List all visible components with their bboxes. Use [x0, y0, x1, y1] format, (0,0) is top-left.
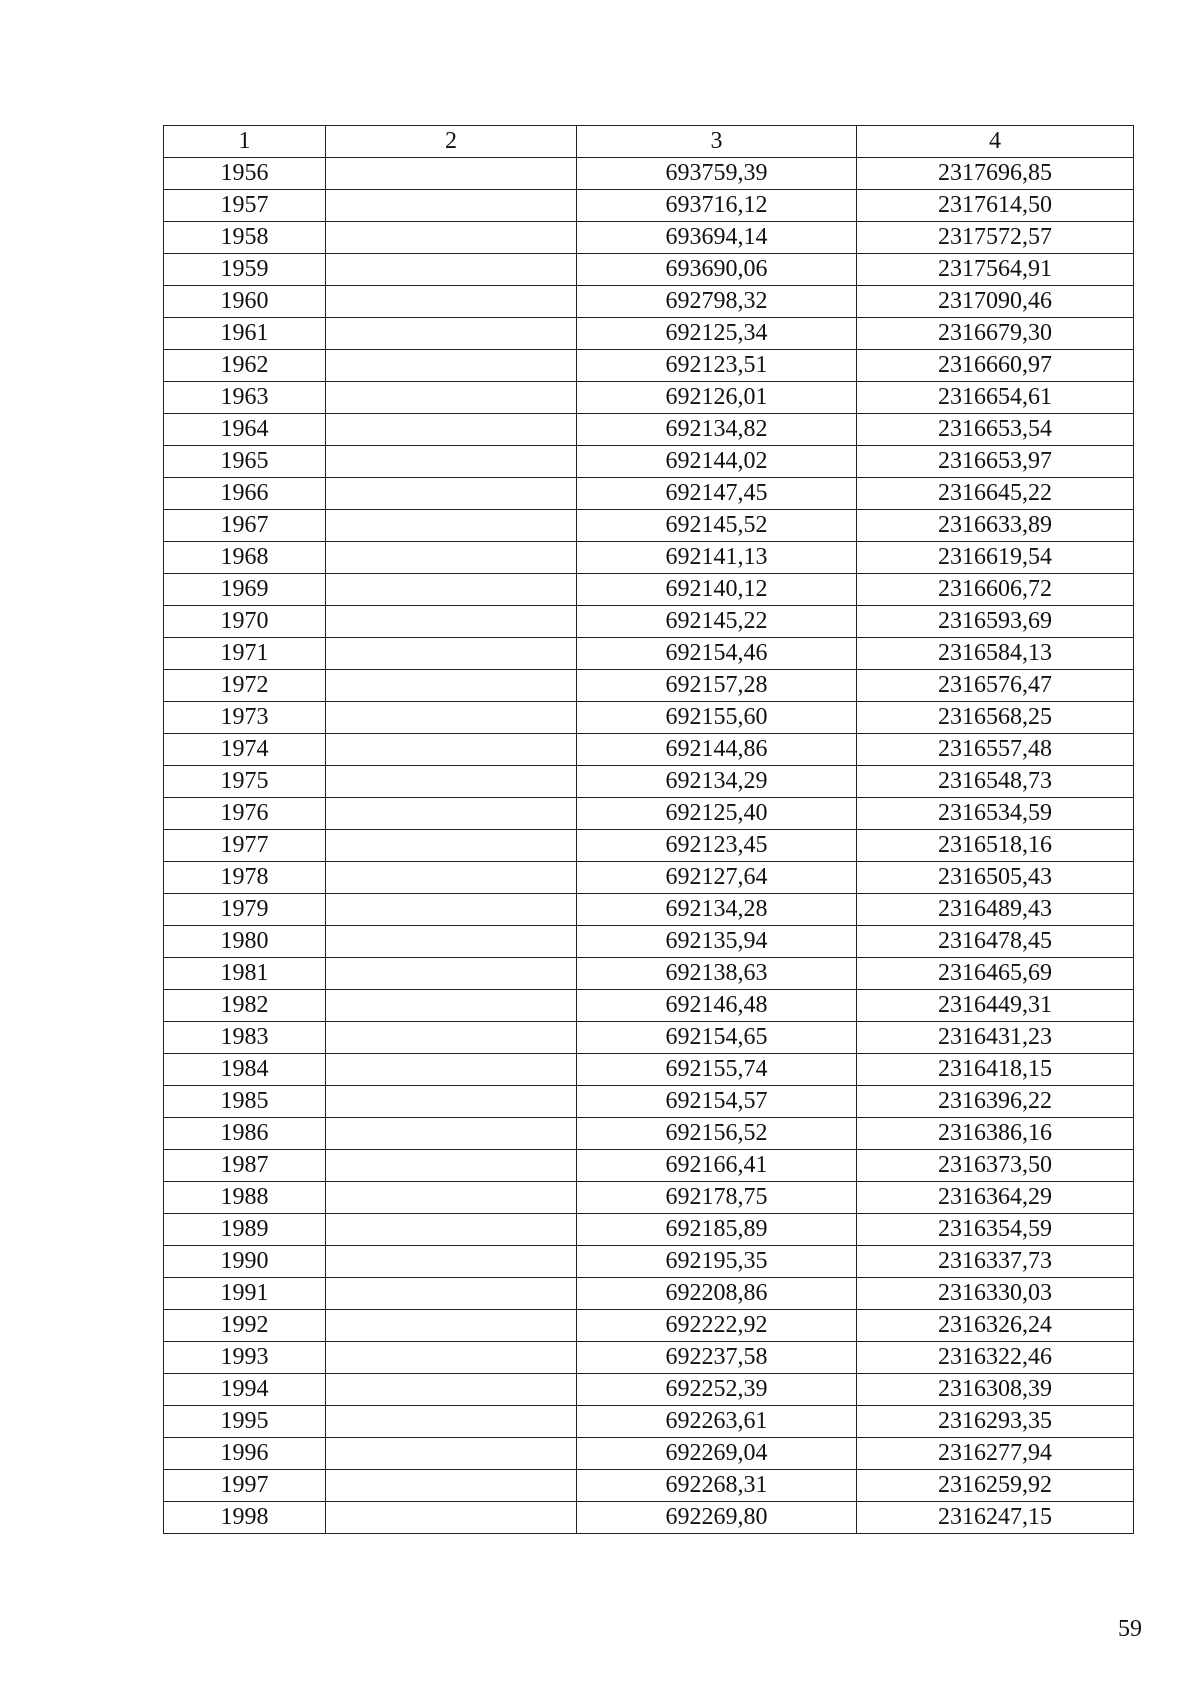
cell-number: 1986	[164, 1118, 326, 1150]
cell-y-coordinate: 2316660,97	[857, 350, 1134, 382]
cell-y-coordinate: 2316259,92	[857, 1470, 1134, 1502]
table-row	[164, 446, 1134, 478]
cell-y-coordinate: 2316653,97	[857, 446, 1134, 478]
cell-number: 1990	[164, 1246, 326, 1278]
cell-y-coordinate: 2316576,47	[857, 670, 1134, 702]
table-row	[164, 510, 1134, 542]
cell-x-coordinate: 692138,63	[577, 958, 857, 990]
table-row	[164, 862, 1134, 894]
cell-y-coordinate: 2316489,43	[857, 894, 1134, 926]
cell-description	[326, 1278, 577, 1310]
cell-y-coordinate: 2316364,29	[857, 1182, 1134, 1214]
cell-x-coordinate: 692144,86	[577, 734, 857, 766]
coordinates-table	[163, 125, 1134, 1534]
cell-description	[326, 574, 577, 606]
table-row	[164, 1246, 1134, 1278]
header-row	[164, 126, 1134, 158]
cell-number: 1962	[164, 350, 326, 382]
cell-description	[326, 894, 577, 926]
cell-number: 1961	[164, 318, 326, 350]
column-header-3: 3	[577, 126, 857, 158]
cell-y-coordinate: 2317696,85	[857, 158, 1134, 190]
table-body	[164, 158, 1134, 1534]
cell-number: 1970	[164, 606, 326, 638]
cell-description	[326, 958, 577, 990]
cell-description	[326, 606, 577, 638]
table-row	[164, 606, 1134, 638]
cell-y-coordinate: 2316337,73	[857, 1246, 1134, 1278]
cell-number: 1969	[164, 574, 326, 606]
table-row	[164, 542, 1134, 574]
cell-number: 1975	[164, 766, 326, 798]
cell-x-coordinate: 692145,52	[577, 510, 857, 542]
cell-x-coordinate: 692125,34	[577, 318, 857, 350]
cell-x-coordinate: 692263,61	[577, 1406, 857, 1438]
table-row	[164, 190, 1134, 222]
cell-description	[326, 1310, 577, 1342]
cell-description	[326, 1086, 577, 1118]
cell-x-coordinate: 692145,22	[577, 606, 857, 638]
table-row	[164, 734, 1134, 766]
cell-x-coordinate: 692123,51	[577, 350, 857, 382]
table-row	[164, 158, 1134, 190]
cell-y-coordinate: 2316518,16	[857, 830, 1134, 862]
cell-y-coordinate: 2316465,69	[857, 958, 1134, 990]
cell-number: 1968	[164, 542, 326, 574]
table-row	[164, 894, 1134, 926]
cell-y-coordinate: 2316593,69	[857, 606, 1134, 638]
cell-number: 1971	[164, 638, 326, 670]
cell-number: 1973	[164, 702, 326, 734]
cell-description	[326, 542, 577, 574]
cell-number: 1984	[164, 1054, 326, 1086]
cell-x-coordinate: 692146,48	[577, 990, 857, 1022]
cell-number: 1972	[164, 670, 326, 702]
cell-x-coordinate: 692155,74	[577, 1054, 857, 1086]
table-row	[164, 638, 1134, 670]
table-row	[164, 478, 1134, 510]
cell-description	[326, 350, 577, 382]
cell-description	[326, 1182, 577, 1214]
table-row	[164, 702, 1134, 734]
cell-y-coordinate: 2316373,50	[857, 1150, 1134, 1182]
cell-x-coordinate: 692125,40	[577, 798, 857, 830]
cell-y-coordinate: 2316653,54	[857, 414, 1134, 446]
cell-number: 1980	[164, 926, 326, 958]
cell-description	[326, 1246, 577, 1278]
cell-y-coordinate: 2316505,43	[857, 862, 1134, 894]
column-header-4: 4	[857, 126, 1134, 158]
cell-number: 1977	[164, 830, 326, 862]
cell-number: 1997	[164, 1470, 326, 1502]
cell-number: 1964	[164, 414, 326, 446]
cell-number: 1996	[164, 1438, 326, 1470]
cell-y-coordinate: 2316330,03	[857, 1278, 1134, 1310]
cell-y-coordinate: 2316431,23	[857, 1022, 1134, 1054]
table-header	[164, 126, 1134, 158]
cell-x-coordinate: 692140,12	[577, 574, 857, 606]
cell-number: 1985	[164, 1086, 326, 1118]
cell-y-coordinate: 2316619,54	[857, 542, 1134, 574]
cell-description	[326, 510, 577, 542]
cell-number: 1982	[164, 990, 326, 1022]
cell-description	[326, 702, 577, 734]
cell-description	[326, 1054, 577, 1086]
cell-number: 1991	[164, 1278, 326, 1310]
cell-x-coordinate: 692154,57	[577, 1086, 857, 1118]
table-row	[164, 830, 1134, 862]
cell-description	[326, 190, 577, 222]
cell-x-coordinate: 692154,65	[577, 1022, 857, 1054]
cell-number: 1976	[164, 798, 326, 830]
table-row	[164, 766, 1134, 798]
table-row	[164, 286, 1134, 318]
cell-description	[326, 318, 577, 350]
cell-x-coordinate: 692269,80	[577, 1502, 857, 1534]
cell-y-coordinate: 2316654,61	[857, 382, 1134, 414]
cell-x-coordinate: 692222,92	[577, 1310, 857, 1342]
cell-x-coordinate: 692268,31	[577, 1470, 857, 1502]
cell-description	[326, 1470, 577, 1502]
column-header-2: 2	[326, 126, 577, 158]
cell-y-coordinate: 2317614,50	[857, 190, 1134, 222]
cell-y-coordinate: 2316568,25	[857, 702, 1134, 734]
cell-number: 1965	[164, 446, 326, 478]
cell-description	[326, 1406, 577, 1438]
cell-description	[326, 414, 577, 446]
cell-x-coordinate: 692237,58	[577, 1342, 857, 1374]
cell-number: 1967	[164, 510, 326, 542]
cell-number: 1957	[164, 190, 326, 222]
cell-description	[326, 862, 577, 894]
table-row	[164, 798, 1134, 830]
cell-number: 1959	[164, 254, 326, 286]
cell-y-coordinate: 2316478,45	[857, 926, 1134, 958]
table-row	[164, 990, 1134, 1022]
cell-number: 1988	[164, 1182, 326, 1214]
cell-description	[326, 734, 577, 766]
cell-y-coordinate: 2316247,15	[857, 1502, 1134, 1534]
cell-number: 1994	[164, 1374, 326, 1406]
cell-x-coordinate: 692126,01	[577, 382, 857, 414]
cell-number: 1995	[164, 1406, 326, 1438]
cell-description	[326, 286, 577, 318]
cell-description	[326, 158, 577, 190]
cell-x-coordinate: 692134,29	[577, 766, 857, 798]
cell-x-coordinate: 692195,35	[577, 1246, 857, 1278]
cell-x-coordinate: 693690,06	[577, 254, 857, 286]
cell-x-coordinate: 693759,39	[577, 158, 857, 190]
cell-number: 1983	[164, 1022, 326, 1054]
table-row	[164, 1502, 1134, 1534]
cell-y-coordinate: 2316557,48	[857, 734, 1134, 766]
cell-x-coordinate: 693716,12	[577, 190, 857, 222]
column-header-1: 1	[164, 126, 326, 158]
cell-x-coordinate: 693694,14	[577, 222, 857, 254]
table-row	[164, 1022, 1134, 1054]
cell-y-coordinate: 2317090,46	[857, 286, 1134, 318]
cell-y-coordinate: 2316633,89	[857, 510, 1134, 542]
table-row	[164, 382, 1134, 414]
cell-y-coordinate: 2316396,22	[857, 1086, 1134, 1118]
cell-description	[326, 638, 577, 670]
table-row	[164, 670, 1134, 702]
cell-description	[326, 222, 577, 254]
cell-description	[326, 766, 577, 798]
cell-description	[326, 830, 577, 862]
cell-number: 1956	[164, 158, 326, 190]
table-row	[164, 1438, 1134, 1470]
cell-x-coordinate: 692185,89	[577, 1214, 857, 1246]
cell-number: 1993	[164, 1342, 326, 1374]
cell-description	[326, 1438, 577, 1470]
table-row	[164, 1182, 1134, 1214]
cell-y-coordinate: 2316449,31	[857, 990, 1134, 1022]
cell-y-coordinate: 2316679,30	[857, 318, 1134, 350]
cell-x-coordinate: 692269,04	[577, 1438, 857, 1470]
cell-y-coordinate: 2316548,73	[857, 766, 1134, 798]
cell-y-coordinate: 2316418,15	[857, 1054, 1134, 1086]
table-row	[164, 1342, 1134, 1374]
cell-description	[326, 1374, 577, 1406]
table-row	[164, 318, 1134, 350]
cell-number: 1963	[164, 382, 326, 414]
cell-description	[326, 1118, 577, 1150]
table-row	[164, 1406, 1134, 1438]
cell-number: 1978	[164, 862, 326, 894]
cell-y-coordinate: 2316354,59	[857, 1214, 1134, 1246]
table-row	[164, 254, 1134, 286]
cell-y-coordinate: 2316322,46	[857, 1342, 1134, 1374]
table-row	[164, 414, 1134, 446]
cell-number: 1998	[164, 1502, 326, 1534]
cell-y-coordinate: 2316534,59	[857, 798, 1134, 830]
cell-description	[326, 990, 577, 1022]
cell-x-coordinate: 692147,45	[577, 478, 857, 510]
cell-x-coordinate: 692252,39	[577, 1374, 857, 1406]
cell-y-coordinate: 2317564,91	[857, 254, 1134, 286]
cell-y-coordinate: 2316386,16	[857, 1118, 1134, 1150]
cell-description	[326, 254, 577, 286]
cell-number: 1989	[164, 1214, 326, 1246]
cell-x-coordinate: 692166,41	[577, 1150, 857, 1182]
cell-number: 1960	[164, 286, 326, 318]
page-number: 59	[1118, 1616, 1142, 1642]
table-row	[164, 1054, 1134, 1086]
cell-description	[326, 670, 577, 702]
cell-y-coordinate: 2316308,39	[857, 1374, 1134, 1406]
cell-description	[326, 1502, 577, 1534]
cell-x-coordinate: 692134,28	[577, 894, 857, 926]
cell-x-coordinate: 692178,75	[577, 1182, 857, 1214]
table-row	[164, 958, 1134, 990]
cell-description	[326, 382, 577, 414]
cell-description	[326, 478, 577, 510]
cell-y-coordinate: 2316293,35	[857, 1406, 1134, 1438]
cell-x-coordinate: 692154,46	[577, 638, 857, 670]
cell-x-coordinate: 692157,28	[577, 670, 857, 702]
cell-description	[326, 798, 577, 830]
table-row	[164, 1086, 1134, 1118]
table-row	[164, 1374, 1134, 1406]
cell-y-coordinate: 2316606,72	[857, 574, 1134, 606]
cell-number: 1992	[164, 1310, 326, 1342]
cell-number: 1981	[164, 958, 326, 990]
cell-x-coordinate: 692144,02	[577, 446, 857, 478]
cell-number: 1979	[164, 894, 326, 926]
cell-y-coordinate: 2316584,13	[857, 638, 1134, 670]
cell-description	[326, 926, 577, 958]
table-row	[164, 926, 1134, 958]
table-row	[164, 1310, 1134, 1342]
table-row	[164, 574, 1134, 606]
cell-x-coordinate: 692208,86	[577, 1278, 857, 1310]
table-row	[164, 1214, 1134, 1246]
cell-x-coordinate: 692127,64	[577, 862, 857, 894]
cell-description	[326, 1022, 577, 1054]
cell-description	[326, 1150, 577, 1182]
cell-description	[326, 446, 577, 478]
cell-y-coordinate: 2316277,94	[857, 1438, 1134, 1470]
table-row	[164, 1278, 1134, 1310]
cell-y-coordinate: 2317572,57	[857, 222, 1134, 254]
cell-x-coordinate: 692134,82	[577, 414, 857, 446]
cell-description	[326, 1214, 577, 1246]
cell-number: 1987	[164, 1150, 326, 1182]
cell-x-coordinate: 692798,32	[577, 286, 857, 318]
table-row	[164, 350, 1134, 382]
cell-y-coordinate: 2316645,22	[857, 478, 1134, 510]
cell-number: 1974	[164, 734, 326, 766]
cell-number: 1966	[164, 478, 326, 510]
table-row	[164, 222, 1134, 254]
cell-x-coordinate: 692123,45	[577, 830, 857, 862]
cell-x-coordinate: 692155,60	[577, 702, 857, 734]
table-row	[164, 1470, 1134, 1502]
cell-y-coordinate: 2316326,24	[857, 1310, 1134, 1342]
cell-x-coordinate: 692156,52	[577, 1118, 857, 1150]
cell-x-coordinate: 692135,94	[577, 926, 857, 958]
cell-description	[326, 1342, 577, 1374]
cell-x-coordinate: 692141,13	[577, 542, 857, 574]
table-row	[164, 1150, 1134, 1182]
table-row	[164, 1118, 1134, 1150]
cell-number: 1958	[164, 222, 326, 254]
